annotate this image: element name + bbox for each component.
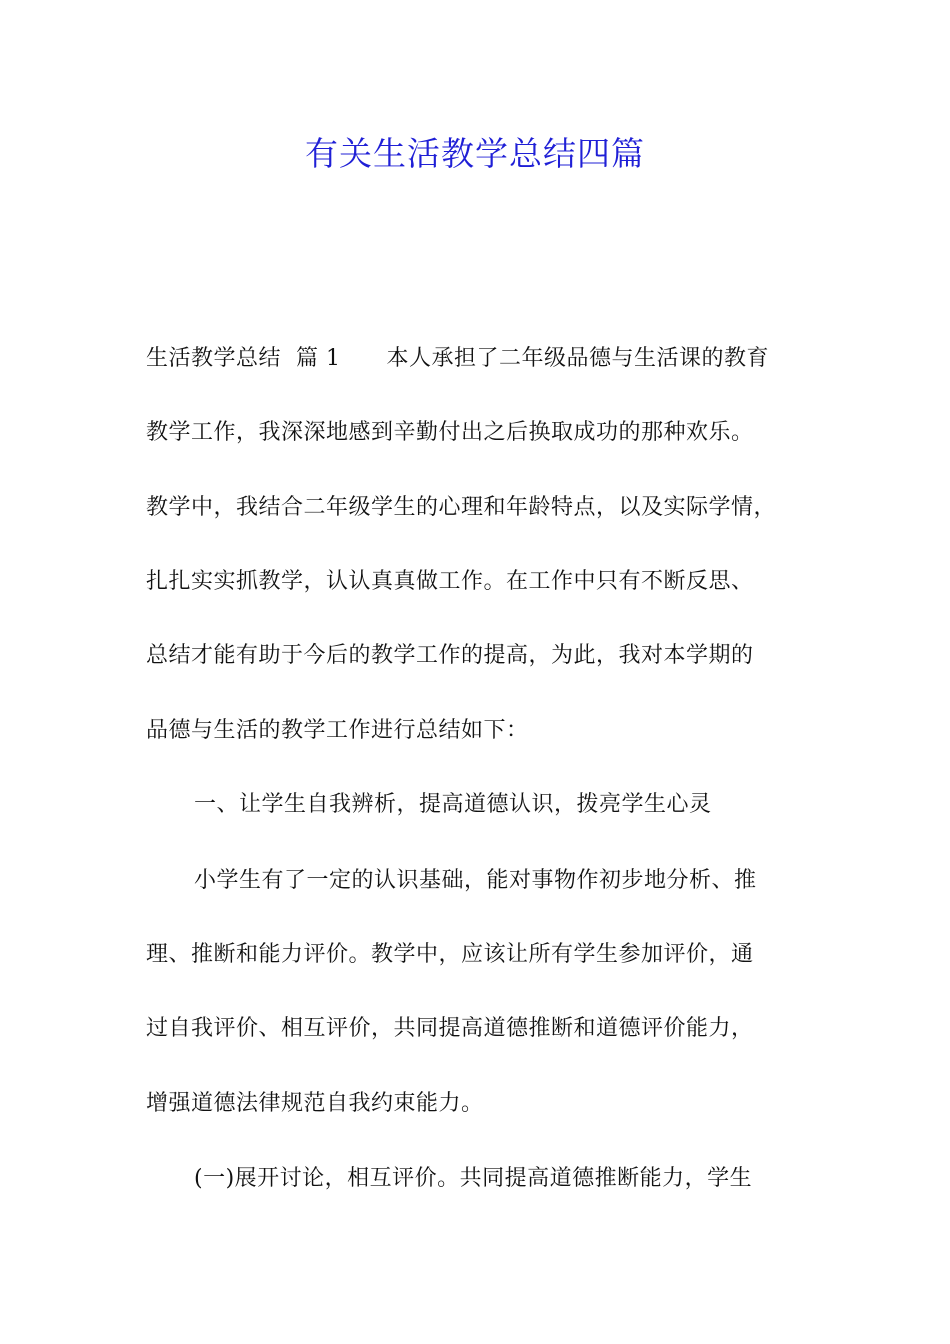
paragraph-text: 本人承担了二年级品德与生活课的教育 xyxy=(386,346,769,371)
paragraph-line: 小学生有了一定的认识基础，能对事物作初步地分析、推 xyxy=(194,868,757,893)
paragraph-line: 总结才能有助于今后的教学工作的提高，为此，我对本学期的 xyxy=(146,643,754,668)
paragraph-line: 增强道德法律规范自我约束能力。 xyxy=(146,1091,484,1116)
paragraph-line: 理、推断和能力评价。教学中，应该让所有学生参加评价，通 xyxy=(146,942,754,967)
paragraph-line: 过自我评价、相互评价，共同提高道德推断和道德评价能力， xyxy=(146,1016,754,1041)
paragraph-line: 教学中，我结合二年级学生的心理和年龄特点，以及实际学情， xyxy=(146,495,777,520)
section-heading: 一、让学生自我辨析，提高道德认识，拨亮学生心灵 xyxy=(194,792,712,817)
paragraph-line: (一)展开讨论，相互评价。共同提高道德推断能力，学生 xyxy=(194,1166,753,1191)
section-label: 生活教学总结 篇 1 xyxy=(146,346,341,371)
paragraph-line-first xyxy=(146,344,769,374)
paragraph-line: 品德与生活的教学工作进行总结如下： xyxy=(146,718,529,743)
paragraph-line: 教学工作，我深深地感到辛勤付出之后换取成功的那种欢乐。 xyxy=(146,420,754,445)
paragraph-line: 扎扎实实抓教学，认认真真做工作。在工作中只有不断反思、 xyxy=(146,569,754,594)
document-title: 有关生活教学总结四篇 xyxy=(305,134,645,173)
